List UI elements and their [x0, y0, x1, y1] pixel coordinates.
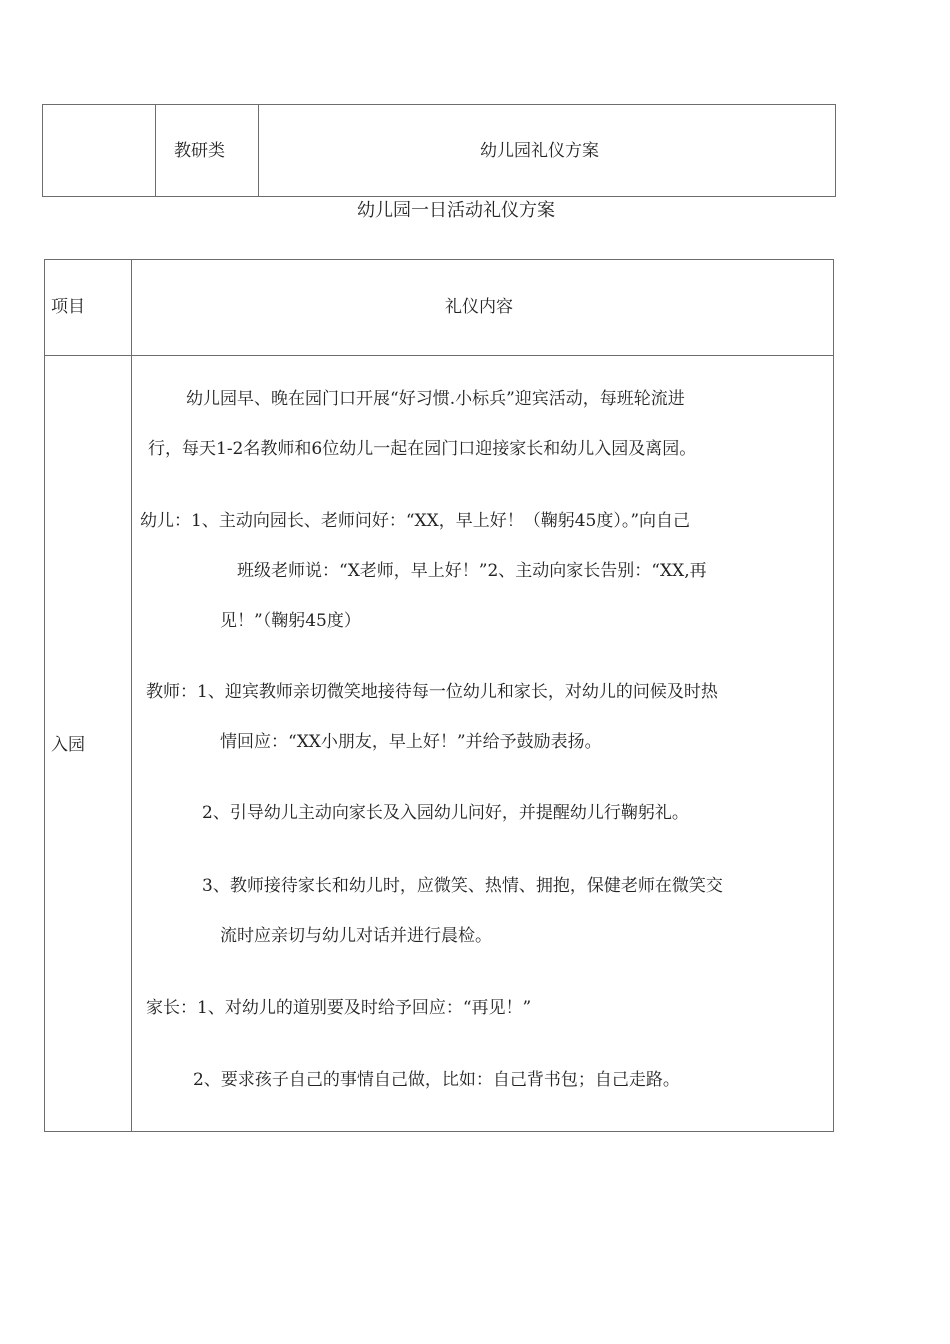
- table-border: [44, 259, 834, 260]
- header-category: 教研类: [174, 141, 225, 161]
- teacher-line: 流时应亲切与幼儿对话并进行晨检。: [220, 926, 492, 946]
- column-header-project: 项目: [51, 297, 85, 317]
- teacher-line: 教师：1、迎宾教师亲切微笑地接待每一位幼儿和家长，对幼儿的问候及时热: [146, 682, 718, 702]
- table-border: [44, 355, 834, 356]
- child-line: 班级老师说：“X老师，早上好！”2、主动向家长告别：“XX,再: [237, 561, 707, 581]
- intro-line: 幼儿园早、晚在园门口开展“好习惯.小标兵”迎宾活动，每班轮流进: [186, 389, 685, 409]
- table-border: [44, 259, 45, 1132]
- row-label: 入园: [51, 735, 85, 755]
- intro-line: 行，每天1-2名教师和6位幼儿一起在园门口迎接家长和幼儿入园及离园。: [148, 439, 697, 459]
- child-line: 见！”（鞠躬45度）: [220, 611, 361, 631]
- parent-line: 2、要求孩子自己的事情自己做，比如：自己背书包；自己走路。: [193, 1070, 680, 1090]
- doc-title: 幼儿园一日活动礼仪方案: [357, 200, 555, 221]
- table-border: [44, 1131, 834, 1132]
- table-border: [833, 259, 834, 1132]
- teacher-line: 3、教师接待家长和幼儿时，应微笑、热情、拥抱，保健老师在微笑交: [202, 876, 723, 896]
- teacher-line: 情回应：“XX小朋友，早上好！”并给予鼓励表扬。: [220, 732, 602, 752]
- header-subject: 幼儿园礼仪方案: [480, 141, 599, 161]
- table-border: [131, 259, 132, 1132]
- column-header-content: 礼仪内容: [445, 297, 513, 317]
- parent-line: 家长：1、对幼儿的道别要及时给予回应：“再见！”: [146, 998, 532, 1018]
- teacher-line: 2、引导幼儿主动向家长及入园幼儿问好，并提醒幼儿行鞠躬礼。: [202, 803, 689, 823]
- child-line: 幼儿：1、主动向园长、老师问好：“XX，早上好！（鞠躬45度）。”向自己: [140, 511, 691, 531]
